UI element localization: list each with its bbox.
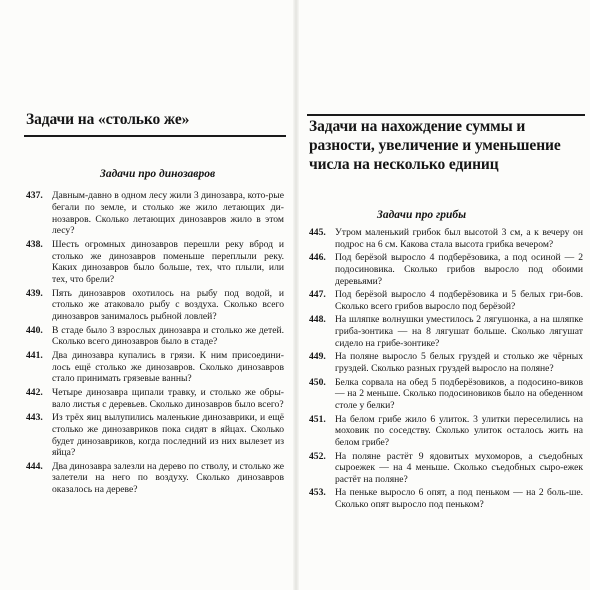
section-title: Задачи на «столько же» <box>26 111 190 128</box>
problem-item <box>309 289 583 313</box>
problem-text: Шесть огромных динозавров перешли реку вброд и столько же динозавров поменьше переплыли реку. Каких динозавров было больше, тех, что плыли, или тех, что брели? <box>52 238 284 286</box>
problem-list <box>26 190 284 498</box>
problem-item <box>309 487 583 511</box>
problem-number: 448. <box>309 314 326 326</box>
problem-text: На белом грибе жило 6 улиток. 3 улитки переселились на моховик по соседству. Сколько улиток осталось жить на белом грибе? <box>335 413 583 449</box>
title-rule <box>24 135 286 137</box>
problem-item <box>309 351 583 375</box>
problem-item <box>26 412 284 459</box>
problem-text: На шляпке волнушки уместилось 2 лягушонка, а на шляпке гриба-зонтика — на 8 лягушат больше. Сколько лягушат сидело на грибе-зонтике? <box>335 314 583 349</box>
problem-text: На поляне растёт 9 ядовитых мухоморов, а съедобных сыроежек — на 4 меньше. Сколько съедобных сыро-ежек растёт на поляне? <box>335 450 583 486</box>
problem-number: 451. <box>309 413 326 425</box>
problem-item <box>26 461 284 496</box>
problem-item <box>26 190 284 237</box>
problem-number: 449. <box>309 351 326 363</box>
problem-item <box>26 325 284 349</box>
problem-item <box>26 239 284 286</box>
problem-item <box>309 414 583 449</box>
problem-number: 453. <box>309 487 326 499</box>
problem-number: 452. <box>309 450 326 462</box>
problem-item <box>309 227 583 251</box>
problem-item <box>26 387 284 411</box>
problem-item <box>26 288 284 323</box>
problem-text: Два динозавра залезли на дерево по стволу, и столько же залетели на него по воздуху. Сколько динозавров оказалось на дереве? <box>52 460 284 496</box>
problem-number: 442. <box>26 386 43 398</box>
problem-text: Четыре динозавра щипали травку, и столько же обры-вало листья с деревьев. Сколько динозавров было всего? <box>52 386 284 410</box>
problem-text: Белка сорвала на обед 5 подберёзовиков, а подосино-виков — на 2 меньше. Сколько подосиновиков было на обеденном столе у белки? <box>335 376 583 412</box>
problem-text: Пять динозавров охотилось на рыбу под водой, и столько же атаковало рыбу с воздуха. Сколько всего динозавров занималось рыбной ловлей? <box>52 287 284 323</box>
problem-text: На пеньке выросло 6 опят, а под пеньком — на 2 боль-ше. Сколько опят выросло под пеньком? <box>335 487 583 511</box>
subsection-title: Задачи про динозавров <box>100 168 216 180</box>
problem-text: Из трёх яиц вылупились маленькие динозаврики, и ещё столько же динозавриков пока сидят в яйцах. Сколько будет динозавриков, когда последний из них вылезет из яйца? <box>52 411 284 459</box>
problem-number: 437. <box>26 190 43 201</box>
problem-number: 440. <box>26 324 43 336</box>
problem-item <box>309 451 583 486</box>
problem-number: 439. <box>26 287 43 299</box>
problem-text: Утром маленький грибок был высотой 3 см, а к вечеру он подрос на 6 см. Какова стала высота грибка вечером? <box>335 227 583 250</box>
problem-text: Под берёзой выросло 4 подберёзовика и 5 белых гри-бов. Сколько всего грибов выросло под берёзой? <box>335 289 583 312</box>
problem-text: На поляне выросло 5 белых груздей и столько же чёрных груздей. Сколько разных груздей выросло на поляне? <box>335 351 583 375</box>
problem-number: 445. <box>309 227 326 238</box>
problem-text: Давным-давно в одном лесу жили 3 динозавра, кото-рые бегали по земле, и столько же жило летающих ди-нозавров. Сколько летающих динозавров жило в этом лесу? <box>52 190 284 237</box>
subsection-title: Задачи про грибы <box>377 209 467 221</box>
problem-item <box>309 314 583 349</box>
problem-text: Под берёзой выросло 4 подберёзовика, а под осиной — 2 подосиновика. Сколько грибов выросло под обоими деревьями? <box>335 252 583 287</box>
right-page <box>299 0 590 590</box>
left-page <box>0 0 292 590</box>
problem-number: 446. <box>309 252 326 264</box>
problem-number: 443. <box>26 411 43 423</box>
section-title: Задачи на нахождение суммы и разности, увеличение и уменьшение числа на несколько единиц <box>309 118 561 173</box>
problem-item <box>309 377 583 412</box>
problem-item <box>309 252 583 287</box>
problem-text: Два динозавра купались в грязи. К ним присоедини-лось ещё столько же динозавров. Сколько динозавров стало принимать грязевые ванны? <box>52 349 284 385</box>
problem-text: В стаде было 3 взрослых динозавра и столько же детей. Сколько всего динозавров было в стаде? <box>52 324 284 348</box>
problem-list <box>309 227 583 513</box>
problem-item <box>26 350 284 385</box>
problem-number: 444. <box>26 460 43 472</box>
problem-number: 450. <box>309 376 326 388</box>
problem-number: 438. <box>26 238 43 250</box>
problem-number: 441. <box>26 349 43 361</box>
problem-number: 447. <box>309 289 326 301</box>
title-rule <box>307 114 585 116</box>
